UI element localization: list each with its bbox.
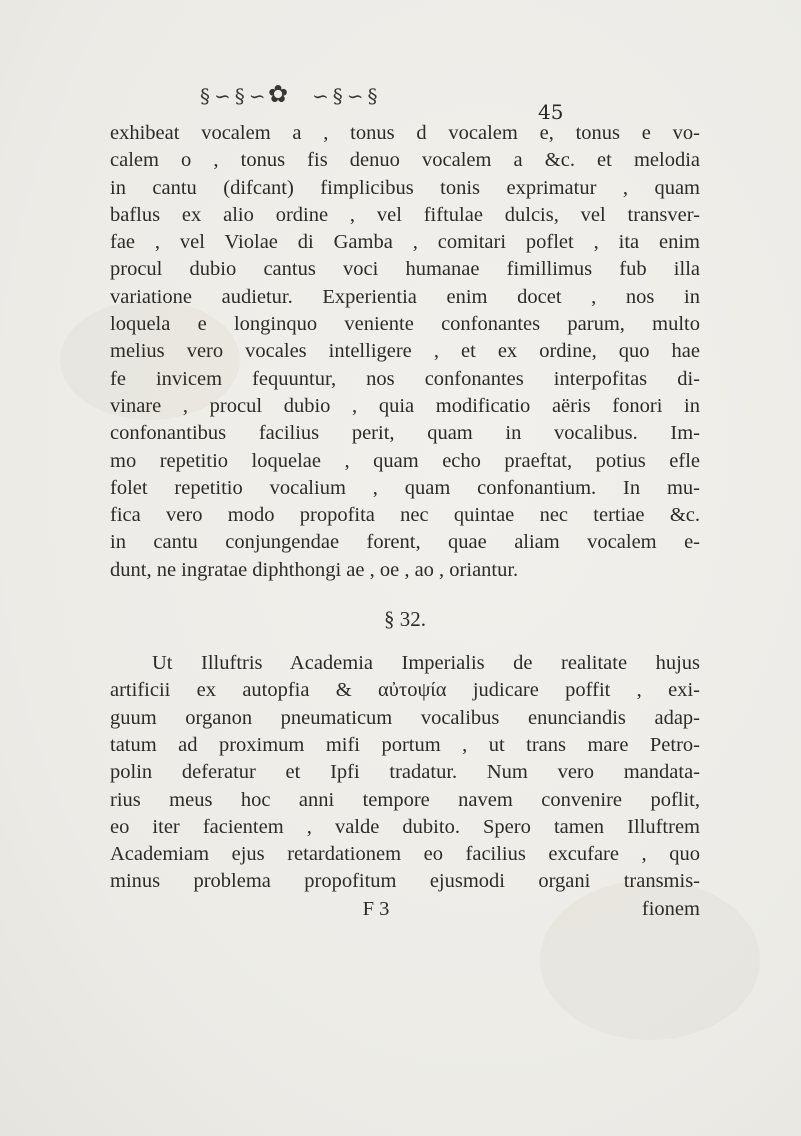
- text-line: variatione audietur. Experientia enim docet , nos in: [110, 285, 700, 308]
- text-line: Ut Illuftris Academia Imperialis de realitate hujus: [152, 652, 700, 675]
- text-line: in cantu conjungendae forent, quae aliam vocalem e-: [110, 531, 700, 554]
- signature-mark: F 3: [362, 897, 390, 920]
- page-number: 45: [538, 100, 564, 124]
- section-heading: § 32.: [384, 607, 426, 632]
- text-line: eo iter facientem , valde dubito. Spero tamen Illuftrem: [110, 815, 700, 838]
- text-line: folet repetitio vocalium , quam confonantium. In mu-: [110, 476, 700, 499]
- text-line: polin deferatur et Ipfi tradatur. Num vero mandata-: [110, 761, 700, 784]
- text-line: tatum ad proximum mifi portum , ut trans mare Petro-: [110, 733, 700, 756]
- text-line: fica vero modo propofita nec quintae nec tertiae &c.: [110, 504, 700, 527]
- text-line: melius vero vocales intelligere , et ex ordine, quo hae: [110, 340, 700, 363]
- paragraph-1: [110, 120, 700, 584]
- text-line: fe invicem fequuntur, nos confonantes interpofitas di-: [110, 367, 700, 390]
- body-text: [110, 120, 700, 923]
- text-line: vinare , procul dubio , quia modificatio aëris fonori in: [110, 394, 700, 417]
- text-line: calem o , tonus fis denuo vocalem a &c. et melodia: [110, 149, 700, 172]
- text-line: baflus ex alio ordine , vel fiftulae dulcis, vel transver-: [110, 203, 700, 226]
- text-line: Academiam ejus retardationem eo facilius excufare , quo: [110, 843, 700, 866]
- ornament-left-icon: §∽§∽: [200, 84, 270, 108]
- text-line: guum organon pneumaticum vocalibus enunciandis adap-: [110, 706, 700, 729]
- ornament-right-icon: ∽§∽§: [312, 84, 382, 108]
- text-line: loquela e longinquo veniente confonantes parum, multo: [110, 313, 700, 336]
- text-line: fae , vel Violae di Gamba , comitari poflet , ita enim: [110, 231, 700, 254]
- text-line: procul dubio cantus voci humanae fimillimus fub illa: [110, 258, 700, 281]
- text-line: exhibeat vocalem a , tonus d vocalem e, tonus e vo-: [110, 122, 700, 144]
- text-line: dunt, ne ingratae diphthongi ae , oe , ao , oriantur.: [110, 558, 519, 581]
- header-ornament: [200, 80, 440, 112]
- text-line: artificii ex autopfia & αὐτοψία judicare poffit , exi-: [110, 679, 700, 702]
- text-line: mo repetitio loquelae , quam echo praeftat, potius efle: [110, 449, 700, 472]
- text-line: rius meus hoc anni tempore navem convenire poflit,: [110, 788, 700, 811]
- text-line: minus problema propofitum ejusmodi organi transmis-: [110, 870, 700, 893]
- catchword: fionem: [641, 897, 700, 920]
- page-header: [0, 80, 801, 124]
- page-footer: [110, 896, 700, 923]
- ornament-flower-icon: ✿: [268, 80, 293, 108]
- text-line: in cantu (difcant) fimplicibus tonis exprimatur , quam: [110, 176, 700, 199]
- text-line: confonantibus facilius perit, quam in vocalibus. Im-: [110, 422, 700, 445]
- paragraph-2: [110, 650, 700, 896]
